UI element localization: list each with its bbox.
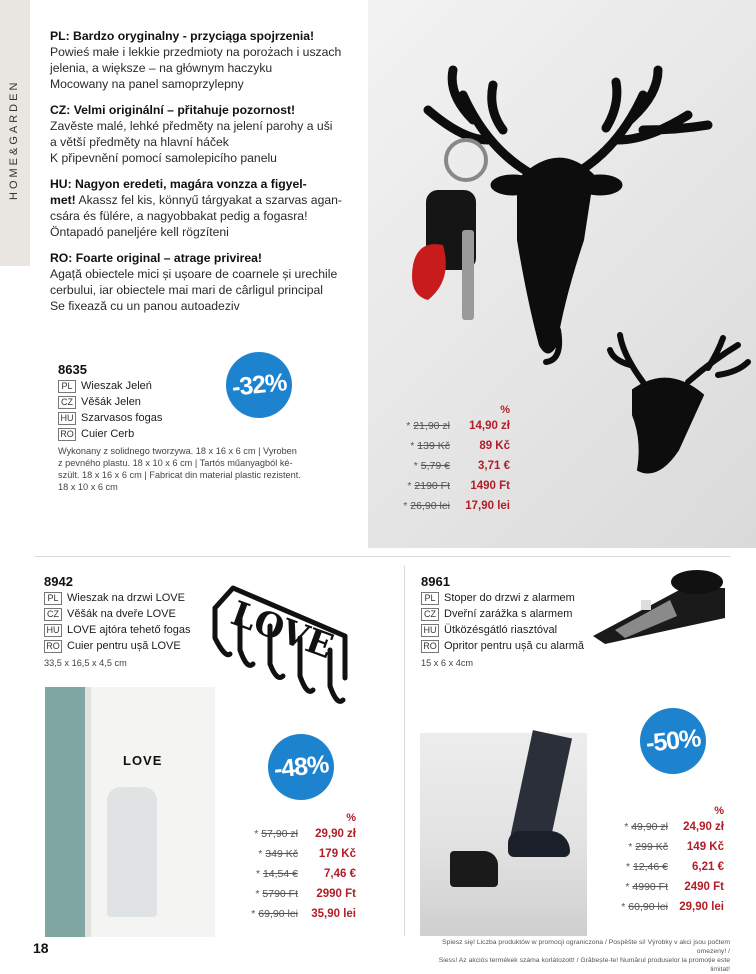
new-price: 29,90 zł <box>315 828 356 840</box>
intro-ro-line: Se fixează cu un panou autoadeziv <box>50 299 240 313</box>
product-name: Wieszak na drzwi LOVE <box>67 592 185 604</box>
intro-hu-heading-cont: met! <box>50 193 76 207</box>
lang-code: PL <box>44 592 62 605</box>
old-price: 26,90 lei <box>410 500 450 512</box>
intro-cz-line: Zavěste malé, lehké předměty na jelení parohy a uši <box>50 119 333 133</box>
intro-pl <box>50 28 368 92</box>
old-price: 4990 Ft <box>632 881 668 893</box>
product-8635-names <box>58 378 162 442</box>
lang-code: CZ <box>421 608 439 621</box>
product-name: Stoper do drzwi z alarmem <box>444 592 575 604</box>
intro-pl-line: Powieś małe i lekkie przedmioty na porożach i uszach <box>50 45 342 59</box>
percent-label: % <box>714 805 724 817</box>
new-price: 149 Kč <box>686 841 724 853</box>
column-divider <box>404 566 405 936</box>
old-price: 57,90 zł <box>261 828 298 840</box>
old-price: 139 Kč <box>417 440 450 452</box>
product-name: LOVE ajtóra tehető fogas <box>67 624 191 636</box>
intro-cz <box>50 102 368 166</box>
discount-badge <box>226 352 292 418</box>
intro-ro-line: cerbului, iar obiectele mai mari de cârligul principal <box>50 283 323 297</box>
intro-cz-heading: CZ: Velmi originální – přitahuje pozornost! <box>50 103 296 117</box>
door-rack-sign: LOVE <box>123 753 163 768</box>
door-stopper-illustration <box>585 568 735 648</box>
desc-line: szült. 18 x 16 x 6 cm | Fabricat din material plastic rezistent. <box>58 470 301 480</box>
desc-line: z pevného plastu. 18 x 10 x 6 cm | Tartós műanyagból ké- <box>58 458 293 468</box>
product-name: Cuier Cerb <box>81 428 135 440</box>
discount-value: -32% <box>230 367 288 402</box>
product-name: Wieszak Jeleń <box>81 380 152 392</box>
section-divider <box>35 556 730 557</box>
product-8961-names <box>421 590 584 654</box>
intro-hu-heading: HU: Nagyon eredeti, magára vonzza a figyel- <box>50 177 307 191</box>
desc-line: 15 x 6 x 4cm <box>421 658 474 668</box>
page-number: 18 <box>33 940 49 956</box>
product-8961-description <box>421 657 473 669</box>
product-name: Opritor pentru ușă cu alarmă <box>444 640 585 652</box>
lang-code: HU <box>44 624 62 637</box>
love-rack-letters: LOVE <box>225 593 339 668</box>
bathrobe <box>107 787 157 917</box>
new-price: 2490 Ft <box>684 881 724 893</box>
new-price: 7,46 € <box>324 868 356 880</box>
old-price: 2190 Ft <box>414 480 450 492</box>
new-price: 29,90 lei <box>679 901 724 913</box>
old-price: 69,90 lei <box>258 908 298 920</box>
new-price: 6,21 € <box>692 861 724 873</box>
intro-ro <box>50 250 368 314</box>
intro-hu-line: Akassz fel kis, könnyű tárgyakat a szarvas agan- <box>78 193 342 207</box>
intro-ro-heading: RO: Foarte original – atrage privirea! <box>50 251 262 265</box>
love-rack-door-photo <box>45 687 215 937</box>
product-name: Ütközésgátló riasztóval <box>444 624 558 636</box>
footer-disclaimer <box>420 938 730 974</box>
product-8942-names <box>44 590 191 654</box>
product-name: Cuier pentru ușă LOVE <box>67 640 181 652</box>
new-price: 1490 Ft <box>470 480 510 492</box>
old-price: 60,90 lei <box>628 901 668 913</box>
intro-pl-line: jelenia, a większe – na głównym haczyku <box>50 61 273 75</box>
lang-code: HU <box>421 624 439 637</box>
intro-pl-heading: PL: Bardzo oryginalny - przyciąga spojrzenia! <box>50 29 315 43</box>
product-name: Věšák na dveře LOVE <box>67 608 176 620</box>
section-tab <box>0 0 30 266</box>
intro-cz-line: a větší předměty na hlavní háček <box>50 135 229 149</box>
product-8635-prices: % * 21,90 zł 14,90 zł * 139 Kč 89 Kč * 5,79 € 3,71 € * 2190 Ft 1490 Ft * 26,90 lei 17,90 lei <box>382 404 510 516</box>
new-price: 14,90 zł <box>469 420 510 432</box>
old-price: 49,90 zł <box>631 821 668 833</box>
old-price: 21,90 zł <box>413 420 450 432</box>
love-rack-illustration <box>195 578 375 718</box>
old-price: 299 Kč <box>635 841 668 853</box>
product-8942-prices: % * 57,90 zł 29,90 zł * 349 Kč 179 Kč * 14,54 € 7,46 € * 5790 Ft 2990 Ft * 69,90 lei 35,90 lei <box>230 812 356 924</box>
intro-ro-line: Agață obiectele mici și ușoare de coarnele și urechile <box>50 267 338 281</box>
footer-line: Spiesz się! Liczba produktów w promocji ograniczona / Pospěšte si! Výrobky v akci jsou počtem omezeny! / <box>442 939 730 955</box>
old-price: 5,79 € <box>420 460 450 472</box>
new-price: 89 Kč <box>479 440 510 452</box>
discount-value: -50% <box>644 723 702 758</box>
old-price: 5790 Ft <box>262 888 298 900</box>
footer-line: Siess! Az akciós termékek száma korlátozott! / Grăbește-te! Numărul produselor la promoție este limitat! <box>438 957 730 973</box>
intro-hu-line: csára és fülére, a nagyobbakat pedig a fogasra! <box>50 209 308 223</box>
intro-pl-line: Mocowany na panel samoprzylepny <box>50 77 244 91</box>
section-tab-label: HOME&GARDEN <box>8 79 20 200</box>
desc-line: 18 x 10 x 6 cm <box>58 482 118 492</box>
percent-label: % <box>500 404 510 416</box>
shoe <box>508 831 570 857</box>
discount-badge <box>268 734 334 800</box>
lang-code: PL <box>58 380 76 393</box>
desc-line: Wykonany z solidnego tworzywa. 18 x 16 x 6 cm | Vyroben <box>58 446 297 456</box>
new-price: 2990 Ft <box>316 888 356 900</box>
new-price: 35,90 lei <box>311 908 356 920</box>
lang-code: CZ <box>44 608 62 621</box>
product-8942-description <box>44 657 127 669</box>
stopper-device <box>450 851 498 887</box>
product-8635-description <box>58 445 318 493</box>
desc-line: 33,5 x 16,5 x 4,5 cm <box>44 658 127 668</box>
intro-hu <box>50 176 368 240</box>
old-price: 14,54 € <box>262 868 298 880</box>
door-stopper-photo <box>420 733 587 936</box>
percent-label: % <box>346 812 356 824</box>
discount-badge <box>640 708 706 774</box>
lang-code: RO <box>421 640 439 653</box>
discount-value: -48% <box>272 749 330 784</box>
new-price: 3,71 € <box>478 460 510 472</box>
lang-code: RO <box>58 428 76 441</box>
new-price: 179 Kč <box>318 848 356 860</box>
intro-cz-line: K připevnění pomocí samolepicího panelu <box>50 151 277 165</box>
product-8942-sku: 8942 <box>44 574 73 589</box>
product-8961-prices: % * 49,90 zł 24,90 zł * 299 Kč 149 Kč * 12,46 € 6,21 € * 4990 Ft 2490 Ft * 60,90 lei 29,90 lei <box>600 805 724 917</box>
product-name: Szarvasos fogas <box>81 412 163 424</box>
lang-code: RO <box>44 640 62 653</box>
old-price: 12,46 € <box>632 861 668 873</box>
intro-hu-line: Öntapadó paneljére kell rögzíteni <box>50 225 229 239</box>
lang-code: HU <box>58 412 76 425</box>
product-name: Věšák Jelen <box>81 396 141 408</box>
new-price: 24,90 zł <box>683 821 724 833</box>
lang-code: PL <box>421 592 439 605</box>
product-8635-sku: 8635 <box>58 362 87 377</box>
product-8961-sku: 8961 <box>421 574 450 589</box>
old-price: 349 Kč <box>265 848 298 860</box>
lang-code: CZ <box>58 396 76 409</box>
product-name: Dveřní zarážka s alarmem <box>444 608 573 620</box>
new-price: 17,90 lei <box>465 500 510 512</box>
